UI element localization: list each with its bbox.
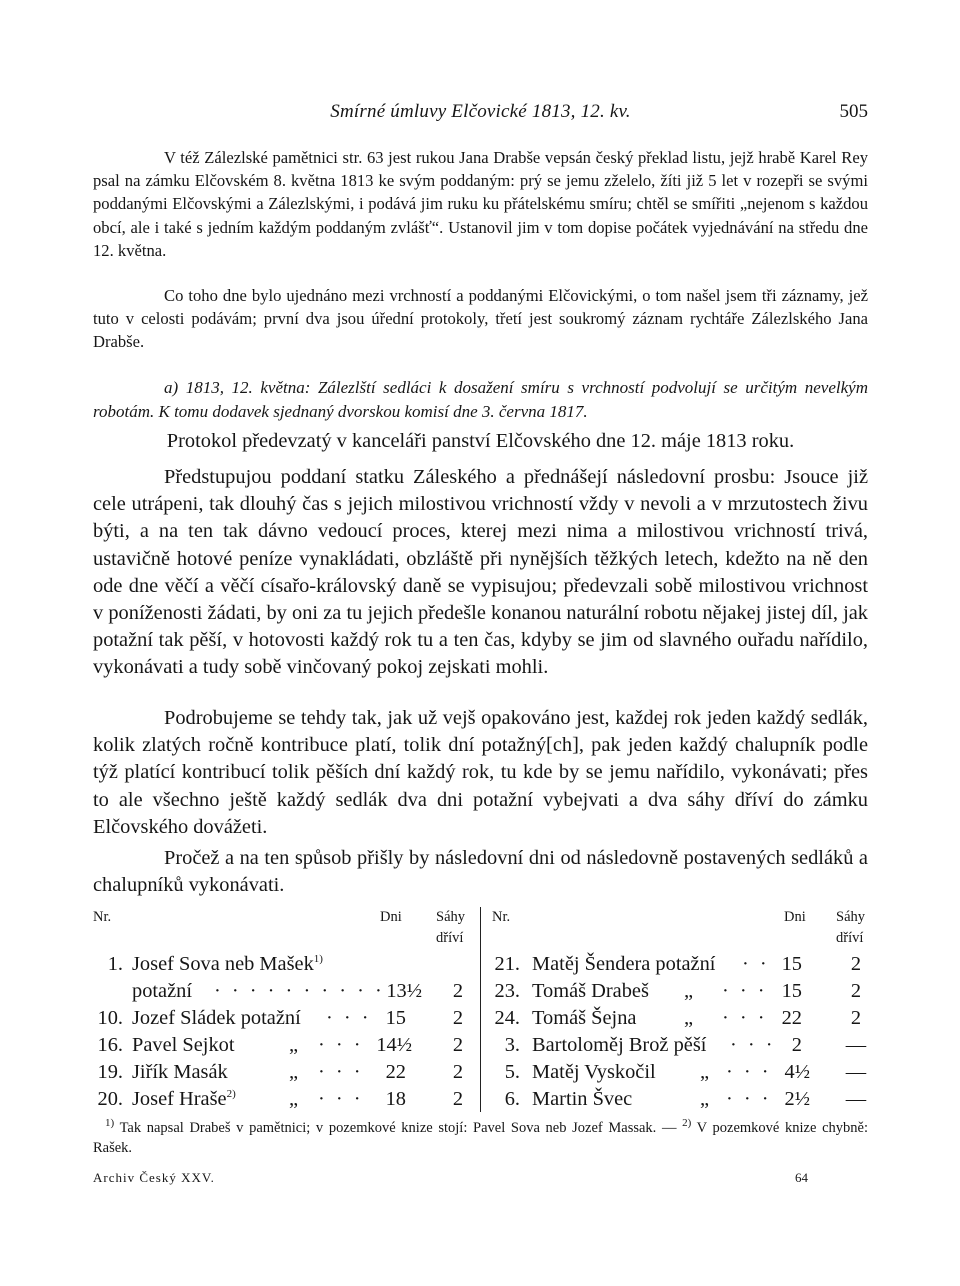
leader-dots: · · · [726,1088,772,1110]
section-a-description: : Zálezlští sedláci k dosažení smíru s vrchností podvolují se určitým nevelkým robotám. K tomu dodavek sjednaný dvorskou komisí dne 3. června 1817. [93,378,868,421]
row-number: 21. [494,953,520,975]
cords-value: — [845,1088,867,1110]
leader-dots: · · [742,953,770,975]
person-name: Jozef Sládek potažní [132,1007,301,1029]
cords-value: 2 [850,1007,862,1029]
leader-dots: · · · [318,1034,364,1056]
row-number: 20. [97,1088,123,1110]
cords-value: 2 [452,980,464,1002]
section-a-month: května [260,378,305,397]
volume-signature: Archiv Český XXV. [93,1170,215,1185]
footnote-1-text: Tak napsal Drabeš v pamětnici; v pozemkové knize stojí: Pavel Sova neb Jozef Massak. — [114,1120,683,1136]
left-header-sahy: Sáhy [436,909,465,925]
intro-paragraph-1: V též Zálezlské pamětnici str. 63 jest rukou Jana Drabše vepsán český překlad listu, jejž hrabě Karel Rey psal na zámku Elčovském 8. května 1813 ke svým poddaným: prý se jemu zželelo, žíti již 5 let v rozepři se svými poddanými Elčovskými a Zálezlskými, i podává jim ruku ku přátelskému smíru; chtěl se smířiti „nejenom s každou obcí, ale i také s jedním každým poddaným zvlášť“. Ustanovil jim v tom dopise počátek vyjednávání na středu dne 12. května. [93,148,868,260]
leader-dots: · · · · · · · · · · [214,980,385,1002]
days-value: 22 [781,1007,802,1029]
ditto-mark: „ [289,1034,299,1056]
leader-dots: · · · [730,1034,776,1056]
footnote-2-marker: 2) [682,1117,692,1130]
right-header-dni: Dni [784,909,806,925]
footnote-ref: 1) [313,953,323,966]
footnote-2-text: V pozemkové knize chybně: Rašek. [93,1120,868,1156]
row-number: 6. [504,1088,520,1110]
person-name: Bartoloměj Brož pěší [532,1034,707,1056]
footnotes [93,1118,868,1158]
ditto-mark: „ [700,1088,710,1110]
days-value: 15 [781,953,802,975]
protocol-paragraph-2: Podrobujeme se tehdy tak, jak už vejš opakováno jest, každej rok jeden každý sedlák, kolik zlatých ročně kontribuce platí, tolik dní potažný[ch], pak jeden každý chalupník podle týž platící kontribucí tolik pěších dní každý rok, tu kde by se jemu nařídilo, vykonávati; přes to ale všechno ještě každý sedlák dva dni potažní vybejvati a dva sáhy dříví do zámku Elčovského dovážeti. [93,707,868,838]
person-role: potažní [132,980,193,1002]
days-value: 18 [385,1088,406,1110]
ditto-mark: „ [684,1007,694,1029]
ditto-mark: „ [289,1088,299,1110]
page-number: 505 [839,101,868,122]
cords-value: 2 [850,980,862,1002]
leader-dots: · · · [326,1007,372,1029]
days-value: 13½ [386,980,422,1002]
table-column-divider [480,907,481,1112]
leader-dots: · · · [318,1088,364,1110]
ditto-mark: „ [700,1061,710,1083]
footnote-ref: 2) [226,1088,236,1101]
person-name: Pavel Sejkot [132,1034,235,1056]
person-name: Josef Hraše$^{2)}$ [132,1088,236,1110]
days-value: 22 [385,1061,406,1083]
left-header-nr: Nr. [93,909,112,925]
leader-dots: · · · [318,1061,364,1083]
cords-value: — [845,1034,867,1056]
footnote-1-marker: 1) [105,1117,115,1130]
cords-value: 2 [452,1034,464,1056]
leader-dots: · · · [722,980,768,1002]
right-header-drivi: dříví [836,930,864,946]
left-header-dni: Dni [380,909,402,925]
row-number: 23. [494,980,520,1002]
left-header-drivi: dříví [436,930,464,946]
row-number: 5. [504,1061,520,1083]
sheet-number: 64 [795,1170,808,1185]
cords-value: 2 [452,1061,464,1083]
protocol-paragraph-3: Pročež a na ten spůsob přišly by následovní dni od následovně postavených sedláků a chalupníků vykonávati. [93,847,868,897]
ditto-mark: „ [684,980,694,1002]
right-header-sahy: Sáhy [836,909,865,925]
days-value: 2½ [784,1088,810,1110]
cords-value: 2 [452,1007,464,1029]
header-title: Smírné úmluvy Elčovické 1813, 12. kv. [330,101,631,122]
section-a-heading [93,376,868,423]
row-number: 19. [97,1061,123,1083]
section-a-prefix: a) 1813, 12. [164,378,261,397]
cords-value: 2 [452,1088,464,1110]
person-name: Martin Švec [532,1088,633,1110]
person-name: Tomáš Šejna [532,1007,637,1029]
row-number: 3. [504,1034,520,1056]
days-value: 2 [791,1034,802,1056]
days-value: 15 [385,1007,406,1029]
days-value: 15 [781,980,802,1002]
leader-dots: · · · [722,1007,768,1029]
running-header [93,101,868,127]
leader-dots: · · · [726,1061,772,1083]
row-number: 24. [494,1007,520,1029]
person-name: Jiřík Masák [132,1061,228,1083]
protocol-paragraph-1: Předstupujou poddaní statku Záleského a přednášejí následovní prosbu: Jsouce již cele utrápeni, tak dlouhý čas s jejich milostivou vrichností vždy v nevoli a v mrzutostech živu býti, a na ten tak dávno vedoucí proces, kterej mezi nima a milostivou vrichností trivá, ustavičně hotové peníze vynakládati, obzláště při nynějších těžkých letech, kdežto na ně den ode dne věčí a věčí císařo-královský daně se vypisujou; předevzali sobě milostivou vrichnost v poníženosti žádati, by oni za tu jejich předešle konanou naturální robotu nějakej jistej díl, jak potažní tak pěší, v hotovosti každý rok tu a ten čas, kdyby se jim od slavného ouřadu nařídilo, vykonávati a tudy sobě vinčovaný pokoj zejskati mohli. [93,466,868,679]
protocol-title: Protokol předevzatý v kanceláři panství Elčovského dne 12. máje 1813 roku. [166,430,795,452]
person-name: Matěj Vyskočil [532,1061,656,1083]
days-value: 14½ [376,1034,412,1056]
row-number: 10. [97,1007,123,1029]
cords-value: — [845,1061,867,1083]
cords-value: 2 [850,953,862,975]
row-number: 16. [97,1034,123,1056]
right-header-nr: Nr. [492,909,511,925]
row-number: 1. [107,953,123,975]
person-name: Josef Sova neb Mašek$^{1)}$ [132,953,323,975]
person-name: Tomáš Drabeš [532,980,649,1002]
intro-paragraph-2: Co toho dne bylo ujednáno mezi vrchností a poddanými Elčovickými, o tom našel jsem tři záznamy, jež tuto v celosti podávám; první dva jsou úřední protokoly, třetí jest soukromý záznam rychtáře Zálezlského Jana Drabše. [93,286,868,352]
days-value: 4½ [784,1061,810,1083]
person-name: Matěj Šendera potažní [532,953,716,975]
ditto-mark: „ [289,1061,299,1083]
